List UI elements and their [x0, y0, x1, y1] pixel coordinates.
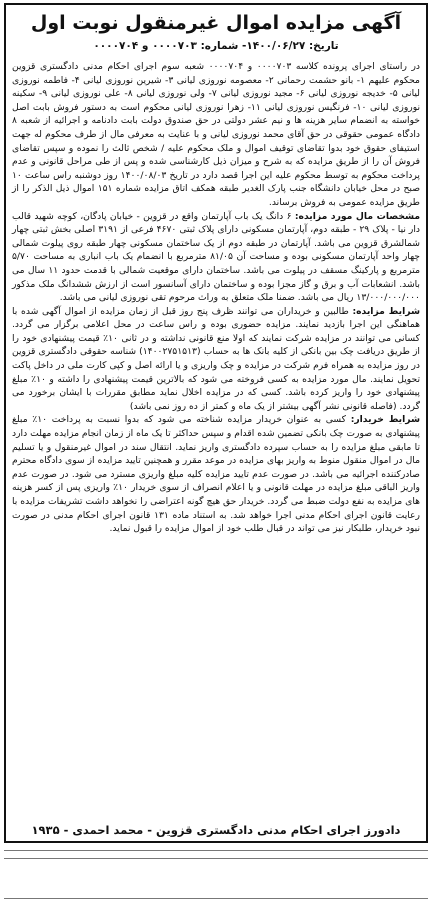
divider-line: [4, 898, 428, 899]
notice-signature: دادورز اجرای احکام مدنی دادگستری قزوین - محمد احمدی - ۱۹۳۵: [31, 823, 401, 837]
intro-paragraph: در راستای اجرای پرونده کلاسه ۰۰۰۰۷۰۳ و ۰۰۰۰۷۰۴ شعبه سوم اجرای احکام مدنی دادگستری قزوین محکوم علیهم ۱- بانو حشمت رحمانی ۲- معصومه نوروزی لیانی ۳- شیرین نوروزی لیانی ۴- فاطمه نوروزی لیانی ۵- خدیجه نوروزی لیانی ۶- مجید نوروزی لیانی ۷- ولی نوروزی لیانی ۸- علی نوروزی لیانی ۹- سکینه نوروزی لیانی ۱۰- فرنگیس نوروزی لیانی ۱۱- زهرا نوروزی لیانی محکوم است به دستور فروش بابت اصل خواسته به انضمام سایر هزینه ها و نیم عشر دولتی در حق صندوق دولت بابت دادنامه و اجرائیه از شعبه ۸ دادگاه عمومی حقوقی در حق آقای محمد نوروزی لیانی و با عنایت به معرفی مال از طرف محکوم له جهت استیفای حقوق خود بدوا تقاضای توقیف اموال و ملک محکوم علیه / شخص ثالث را نموده و سپس تقاضای فروش آن را از طریق مزایده که به شرح و میزان ذیل کارشناسی شده و پس از طی مراحل قانونی و عدم پرداخت محکوم به توسط محکوم علیه این اجرا قصد دارد در تاریخ ۱۴۰۰/۰۸/۰۳ روز دوشنبه راس ساعت ۱۰ صبح در محل خیابان دانشگاه جنب پارک الغدیر طبقه همکف اتاق مزایده شماره ۱۵۱ اموال ذیل الذکر را از طریق مزایده عمومی به فروش برساند.: [12, 61, 420, 208]
buyer-terms-label: شرایط خریدار:: [350, 414, 421, 426]
buyer-terms-paragraph: [12, 413, 420, 535]
auction-terms-paragraph: [12, 305, 420, 414]
notice-body: [6, 60, 426, 536]
notice-title: آگهی مزایده اموال غیرمنقول نوبت اول: [30, 12, 402, 34]
auction-terms-label: شرایط مزایده:: [352, 305, 420, 317]
auction-terms-text: طالبین و خریداران می توانند ظرف پنج روز قبل از زمان مزایده از اموال آگهی شده با هماهنگی این اجرا بازدید نمایند. مزایده حضوری بوده و راس ساعت در محل اعلامی برگزار می گردد. کسانی می توانند در مزایده شرکت نمایند که اولا منع قانونی نداشته و در ثانی ۱۰٪ قیمت پیشنهادی خود را از طریق دریافت چک بین بانکی از کلیه بانک ها به حساب (۱۴۰۰۲۷۵۱۵۱۳) شناسه حقوقی دادگستری قزوین در روز مزایده به همراه فرم شرکت در مزایده و چک واریزی و یا ارائه اصل و کپی کارت ملی در داخل پاکت تحویل نمایند. مال مورد مزایده به کسی فروخته می شود که بالاترین قیمت پیشنهادی را داشته و ۱۰٪ مبلغ پیشنهادی خود را واریز کرده باشد. کسی که در مزایده اخلال نماید مطابق مقررات با ایشان برخورد می گردد. (فاصله قانونی نشر آگهی بیشتر از یک ماه و کمتر از ده روز نمی باشد): [12, 305, 420, 412]
property-specs-text: ۶ دانگ یک باب آپارتمان واقع در قزوین - خیابان پادگان، کوچه شهید قالب دار نیا - پلاک ۲۹ - طبقه دوم، آپارتمان مسکونی دارای پلاک ثبتی ۴۶۷۰ فرعی از ۳۱۹۱ اصلی بخش ثبتی چهار شمالشرق قزوین می باشد. آپارتمان در طبقه دوم از یک ساختمان مسکونی چهار طبقه روی پیلوت شمالی چهار واحد آپارتمان مسکونی بوده و مساحت آن ۸۱/۰۵ مترمربع با انضمام یک باب انباری به مساحت ۵/۷۰ مترمربع و پارکینگ مسقف در پیلوت می باشد. ساختمان دارای موقعیت شمالی با قدمت حدود ۱۱ سال می باشد. انشعابات آب و برق و گاز مجزا بوده و ساختمان دارای آسانسور است از ارزش ششدانگ ملک مذکور ۱۳/۰۰۰/۰۰۰/۰۰۰ ریال می باشد. ضمنا ملک متعلق به وراث مرحوم تقی نوروزی لیانی می باشد.: [12, 210, 421, 304]
property-specs-paragraph: [12, 210, 420, 305]
auction-notice: [4, 3, 428, 843]
buyer-terms-text: کسی به عنوان خریدار مزایده شناخته می شود که بدوا نسبت به پرداخت ۱۰٪ مبلغ پیشنهادی به صورت چک بانکی تضمین شده اقدام و سپس حداکثر تا یک ماه از زمان انجام مزایده مهلت دارد تا مابقی مبلغ مزایده را به حساب سپرده دادگستری واریز نماید. انتقال سند در اموال غیرمنقول و یا تسلیم مال در اموال منقول منوط به واریز بهای مزایده در موعد مقرر و همچنین تایید مزایده از سوی دادگاه محترم صادرکننده اجرائیه می باشد. در صورت عدم تایید مزایده کلیه مبلغ واریزی مسترد می شود. در صورت عدم واریز الباقی مبلغ مزایده در مهلت قانونی و یا اعلام انصراف از سوی خریدار ۱۰٪ واریزی پس از کسر هزینه های مزایده به نفع دولت ضبط می گردد. خریدار حق هیچ گونه اعتراضی را نخواهد داشت تشریفات مزایده با رعایت قانون اجرای احکام مدنی اجرا خواهد شد. به استناد ماده ۱۳۱ قانون اجرای احکام مدنی در صورت نبود خریدار، طلبکار نیز می تواند در قبال طلب خود از اموال مزایده را قبول نماید.: [12, 414, 420, 535]
property-specs-label: مشخصات مال مورد مزایده:: [294, 210, 421, 222]
divider-line: [4, 850, 428, 851]
divider-line: [4, 858, 428, 859]
notice-date-number: تاریخ: ۱۴۰۰/۰۶/۲۷- شماره: ۰۰۰۰۷۰۳ و ۰۰۰۰۷۰۴: [93, 40, 339, 52]
